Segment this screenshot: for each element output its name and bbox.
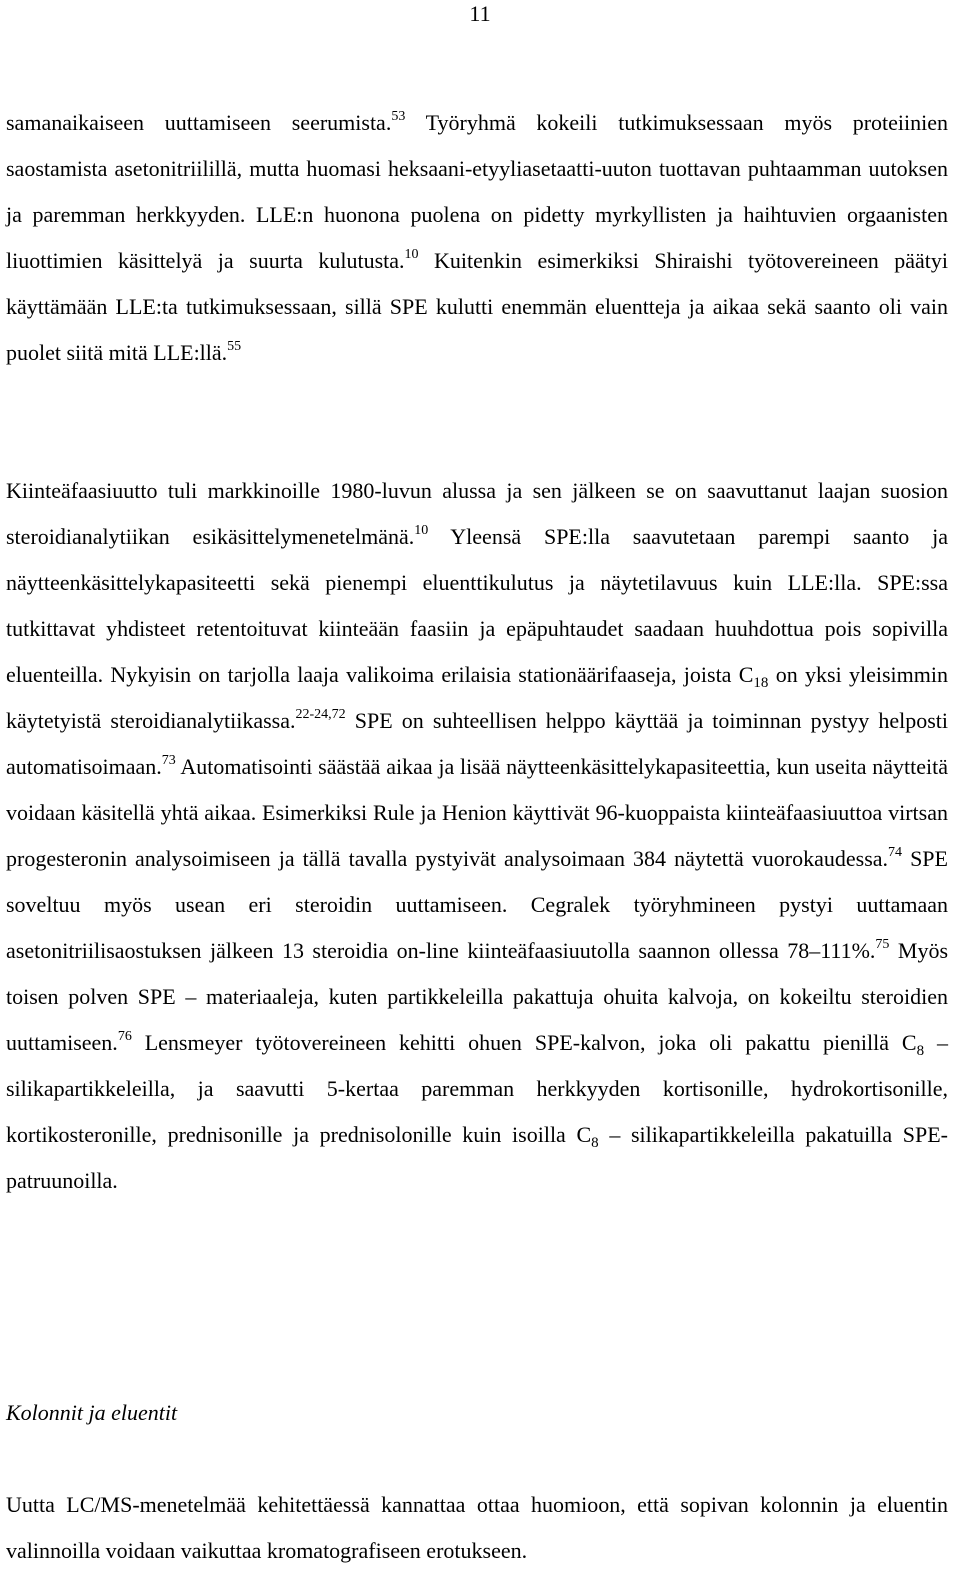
section-subheading: Kolonnit ja eluentit (6, 1400, 178, 1425)
subscript: 18 (753, 675, 769, 691)
text-segment: Kuitenkin esimerkiksi Shiraishi työtovereineen päätyi käyttämään LLE:ta tutkimuksessaan, sillä SPE kulutti enemmän eluentteja ja aikaa sekä saanto oli vain puolet siitä mitä LLE:llä. (6, 248, 948, 365)
text-segment: SPE soveltuu myös usean eri steroidin uuttamiseen. Cegralek työryhmineen pystyi uuttamaan asetonitriilisaostuksen jälkeen 13 steroidia on-line kiinteäfaasiuutolla saannon ollessa 78–111%. (6, 846, 948, 963)
citation-ref: 74 (888, 845, 903, 860)
paragraph-lle (6, 100, 948, 376)
text-segment: Työryhmä kokeili tutkimuksessaan myös proteiinien saostamista asetonitriilillä, mutta huomasi heksaani-etyyliasetaatti-uuton tuottavan puhtaamman uutoksen ja paremman herkkyyden. LLE:n huonona puolena on pidetty myrkyllisten ja haihtuvien orgaanisten liuottimien käsittelyä ja suurta kulutusta. (6, 110, 949, 273)
citation-ref: 75 (875, 937, 890, 952)
text-segment: Myös toisen polven SPE – materiaaleja, kuten partikkeleilla pakattuja ohuita kalvoja, on kokeiltu steroidien uuttamiseen. (6, 938, 948, 1055)
text-segment: Lensmeyer työtovereineen kehitti ohuen SPE-kalvon, joka oli pakattu pienillä C (131, 1030, 917, 1055)
text-segment: Kiinteäfaasiuutto tuli markkinoille 1980-luvun alussa ja sen jälkeen se on saavuttanut laajan suosion steroidianalytiikan esikäsittelymenetelmänä. (6, 478, 948, 549)
text-segment: samanaikaiseen uuttamiseen seerumista. (6, 110, 392, 135)
text-segment: – silikapartikkeleilla pakatuilla SPE-patruunoilla. (6, 1122, 949, 1193)
citation-ref: 76 (117, 1029, 132, 1044)
paragraph-spe (6, 468, 948, 1204)
citation-ref: 53 (391, 109, 406, 124)
citation-ref: 22-24,72 (295, 707, 346, 722)
text-segment: Yleensä SPE:lla saavutetaan parempi saanto ja näytteenkäsittelykapasiteetti sekä pienempi eluenttikulutus ja näytetilavuus kuin LLE:lla. SPE:ssa tutkittavat yhdisteet retentoituvat kiinteään faasiin ja epäpuhtaudet saadaan huuhdottua pois sopivilla eluenteilla. Nykyisin on tarjolla laaja valikoima erilaisia stationäärifaaseja, joista C (6, 524, 948, 687)
citation-ref: 10 (414, 523, 429, 538)
citation-ref: 73 (161, 753, 176, 768)
page-number: 11 (469, 1, 491, 26)
paragraph-columns (6, 1482, 948, 1574)
citation-ref: 10 (404, 247, 419, 262)
subscript: 8 (916, 1043, 925, 1059)
text-segment: on yksi yleisimmin käytetyistä steroidianalytiikassa. (6, 662, 948, 733)
subscript: 8 (591, 1135, 599, 1151)
citation-ref: 55 (227, 339, 242, 354)
text-segment: Automatisointi säästää aikaa ja lisää näytteenkäsittelykapasiteettia, kun useita näytteitä voidaan käsitellä yhtä aikaa. Esimerkiksi Rule ja Henion käyttivät 96-kuoppaista kiinteäfaasiuuttoa virtsan progesteronin analysoimiseen ja tällä tavalla pystyivät analysoimaan 384 näytettä vuorokaudessa. (6, 754, 948, 871)
text-segment: – silikapartikkeleilla, ja saavutti 5-kertaa paremman herkkyyden kortisonille, hydrokortisonille, kortikosteronille, prednisonille ja prednisolonille kuin isoilla C (6, 1030, 948, 1147)
text-segment: Uutta LC/MS-menetelmää kehitettäessä kannattaa ottaa huomioon, että sopivan kolonnin ja eluentin valinnoilla voidaan vaikuttaa kromatografiseen erotukseen. (6, 1492, 948, 1563)
text-segment: SPE on suhteellisen helppo käyttää ja toiminnan pystyy helposti automatisoimaan. (6, 708, 948, 779)
